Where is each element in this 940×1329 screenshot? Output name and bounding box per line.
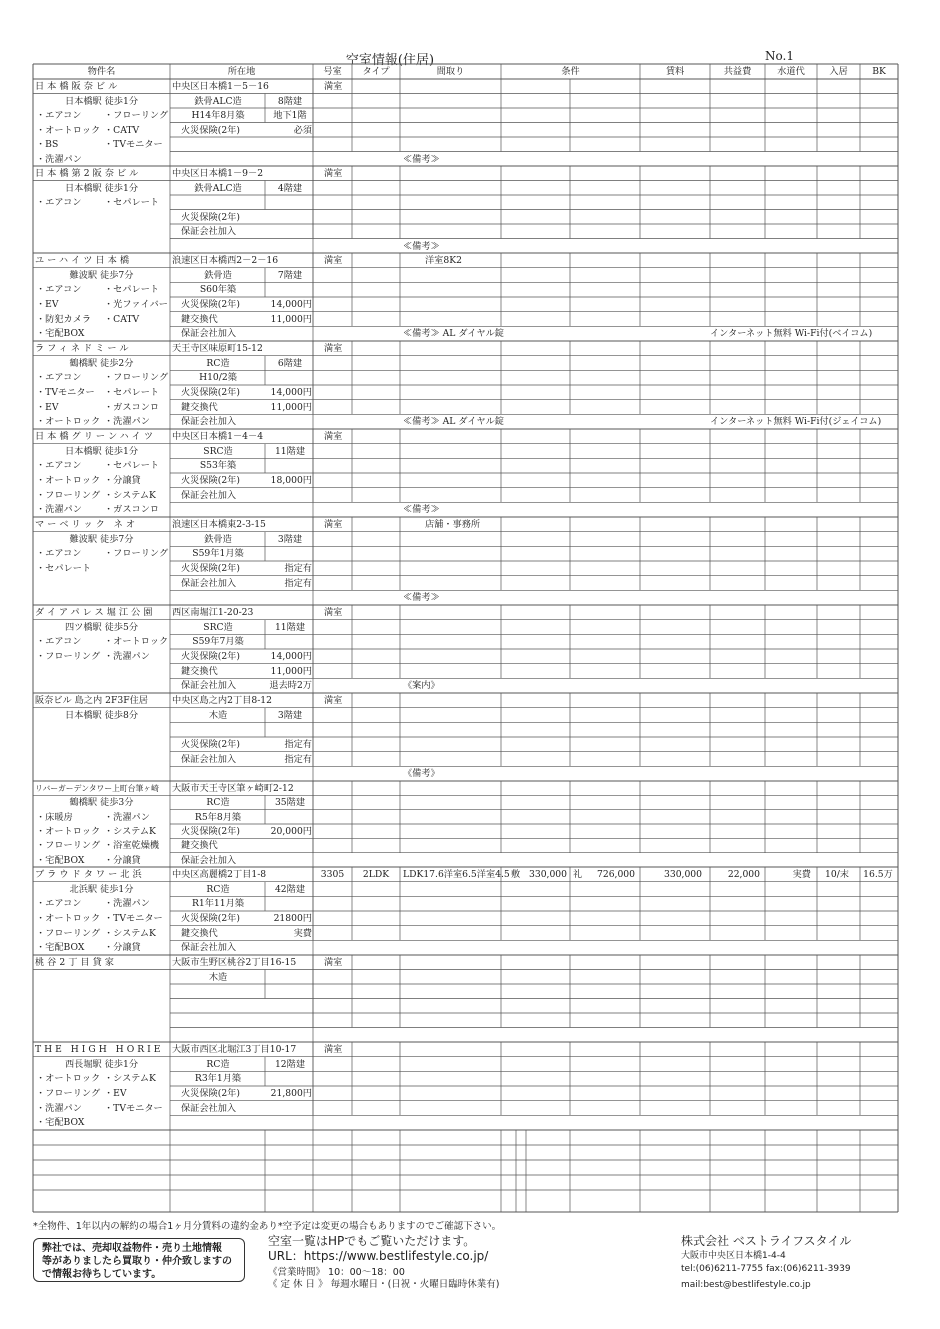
feature-item: ・オートロック xyxy=(36,416,101,428)
property-name: 桃谷2丁目貸家 xyxy=(35,957,117,968)
feature-item: ・CATV xyxy=(104,124,140,136)
feature-item: ・TVモニター xyxy=(36,387,95,398)
company-address: 大阪市中央区日本橋1-4-4 xyxy=(681,1251,786,1261)
feature-item: ・オートロック xyxy=(36,826,101,837)
floors: 8階建 xyxy=(277,95,303,107)
feature-item: ・オートロック xyxy=(36,1073,101,1085)
feature-item: ・フローリング xyxy=(36,840,101,852)
feature-item: ・フローリング xyxy=(104,548,169,560)
property-address: 中央区島之内2丁目8-12 xyxy=(172,695,272,706)
page-number: No.1 xyxy=(765,49,794,63)
guarantee-label: 保証会社加入 xyxy=(181,577,237,589)
key-exchange-label: 鍵交換代 xyxy=(181,313,218,325)
station-access: 四ツ橋駅 徒歩5分 xyxy=(64,621,139,633)
status-badge: 満室 xyxy=(324,255,343,266)
feature-item: ・システムK xyxy=(104,489,156,501)
station-access: 難波駅 徒歩7分 xyxy=(69,533,134,545)
remark-label: 《備考》 xyxy=(403,768,440,780)
feature-item: ・オートロック xyxy=(36,913,101,924)
feature-item: ・TVモニター xyxy=(104,139,163,150)
built-date: R1年11月築 xyxy=(191,898,245,910)
company-name: 株式会社 ベストライフスタイル xyxy=(681,1234,852,1248)
structure: SRC造 xyxy=(203,445,233,457)
built-date: S59年7月築 xyxy=(192,636,244,648)
structure: SRC造 xyxy=(203,621,233,633)
guarantee-label: 保証会社加入 xyxy=(181,328,237,340)
property-name: 日本橋第2阪奈ビル xyxy=(35,168,142,179)
property-name: ブラウドタワー北浜 xyxy=(35,869,145,880)
feature-item: ・エアコン xyxy=(36,898,82,910)
guarantee-label: 保証会社加入 xyxy=(181,489,237,501)
guarantee-label: 保証会社加入 xyxy=(181,416,237,428)
footer-notice: *全物件、1年以内の解約の場合1ヶ月分賃料の違約金あり*空予定は変更の場合もありますのでご確認下さい。 xyxy=(33,1221,502,1232)
insurance-value: 21800円 xyxy=(273,913,312,924)
column-header: 賃料 xyxy=(665,66,685,77)
insurance-label: 火災保険(2年) xyxy=(181,475,240,486)
remark-label: ≪備考≫ xyxy=(403,504,440,516)
column-header: タイプ xyxy=(362,66,390,77)
feature-item: ・セパレート xyxy=(36,563,92,574)
company-phone: tel:(06)6211-7755 fax:(06)6211-3939 xyxy=(681,1264,851,1274)
built-date: S53年築 xyxy=(199,460,237,472)
property-address: 浪速区日本橋東2-3-15 xyxy=(172,519,266,530)
column-header: 物件名 xyxy=(87,66,116,77)
station-access: 鶴橋駅 徒歩3分 xyxy=(69,797,134,809)
guarantee-value: 指定有 xyxy=(284,577,312,589)
insurance-value: 14,000円 xyxy=(270,299,312,310)
feature-item: ・分譲貸 xyxy=(104,942,141,954)
feature-item: ・フローリング xyxy=(36,651,101,662)
feature-item: ・床暖房 xyxy=(36,811,73,823)
floors: 7階建 xyxy=(277,269,303,281)
built-date: R3年1月築 xyxy=(194,1073,242,1085)
feature-item: ・洗濯パン xyxy=(104,651,150,662)
room-layout: LDK17.6洋室6.5洋室4.5 xyxy=(403,869,510,880)
feature-item: ・洗濯パン xyxy=(104,898,150,910)
status-badge: 満室 xyxy=(324,1044,343,1055)
property-name: 日本橋グリーンハイツ xyxy=(35,431,157,442)
column-header: 入居 xyxy=(829,66,848,77)
column-header: 所在地 xyxy=(227,66,256,77)
common-fee-value: 22,000 xyxy=(727,869,760,880)
remark-label: ≪備考≫ xyxy=(403,592,440,604)
insurance-value: 指定有 xyxy=(284,563,312,574)
feature-item: ・エアコン xyxy=(36,372,82,384)
insurance-label: 火災保険(2年) xyxy=(181,651,240,662)
box-line: 等がありましたら買取り・仲介致しますの xyxy=(42,1256,232,1267)
feature-item: ・セパレート xyxy=(104,284,160,296)
feature-item: ・EV xyxy=(104,1088,127,1099)
key-exchange-label: 鍵交換代 xyxy=(181,927,218,939)
status-badge: 満室 xyxy=(324,81,343,92)
property-address: 大阪市西区北堀江3丁目10-17 xyxy=(172,1044,297,1055)
insurance-label: 火災保険(2年) xyxy=(181,739,240,750)
feature-item: ・フローリング xyxy=(36,1088,101,1099)
column-header: 共益費 xyxy=(723,66,752,77)
structure: 鉄骨造 xyxy=(204,533,232,545)
property-name: ダイアパレス堀江公園 xyxy=(35,607,156,618)
status-badge: 満室 xyxy=(324,431,343,442)
feature-item: ・エアコン xyxy=(36,110,82,121)
structure: RC造 xyxy=(206,883,230,895)
structure: 鉄骨ALC造 xyxy=(194,95,242,107)
list-hp-text: 空室一覧はHPでもご覧いただけます。 xyxy=(268,1234,476,1248)
feature-item: ・分譲貸 xyxy=(104,475,141,486)
built-date: H10/2築 xyxy=(199,372,237,384)
feature-item: ・洗濯パン xyxy=(36,504,82,516)
feature-item: ・システムK xyxy=(104,826,156,837)
structure: 鉄骨ALC造 xyxy=(194,182,242,194)
guarantee-value: 指定有 xyxy=(284,753,312,765)
status-badge: 満室 xyxy=(324,519,343,530)
remark-label: ≪備考≫ AL ダイヤル錠 xyxy=(403,416,504,428)
property-name: マーベリック ネオ xyxy=(35,519,139,530)
insurance-label: 火災保険(2年) xyxy=(181,826,240,837)
property-name: ラフィネドミール xyxy=(35,343,132,354)
floors: 3階建 xyxy=(277,533,303,545)
website-url[interactable]: URL：https://www.bestlifestyle.co.jp/ xyxy=(268,1249,489,1263)
feature-item: ・宅配BOX xyxy=(36,1117,85,1129)
feature-item: ・オートロック xyxy=(104,636,169,648)
station-access: 西長堀駅 徒歩1分 xyxy=(64,1058,139,1070)
structure: 木造 xyxy=(208,709,228,721)
box-line: で情報お待ちしています。 xyxy=(42,1269,162,1280)
column-header: 間取り xyxy=(436,66,465,77)
feature-item: ・EV xyxy=(36,401,59,413)
condition-key-money: 礼 xyxy=(573,869,583,880)
station-access: 日本橋駅 徒歩1分 xyxy=(64,182,139,194)
property-address: 中央区日本橋1－9－2 xyxy=(172,168,264,179)
column-header: 条件 xyxy=(561,66,580,77)
feature-item: ・宅配BOX xyxy=(36,328,85,340)
property-address: 大阪市生野区桃谷2丁目16-15 xyxy=(172,957,297,968)
bk-value: 16.5万 xyxy=(863,869,893,880)
guarantee-label: 保証会社加入 xyxy=(181,680,237,692)
key-exchange-label: 鍵交換代 xyxy=(181,665,218,677)
feature-item: ・TVモニター xyxy=(104,913,163,924)
guarantee-value: 退去時2万 xyxy=(269,680,312,692)
floors: 42階建 xyxy=(274,883,306,895)
box-line: 弊社では、売却収益物件・売り土地情報 xyxy=(42,1243,222,1254)
feature-item: ・フローリング xyxy=(36,927,101,939)
station-access: 鶴橋駅 徒歩2分 xyxy=(69,357,134,369)
internet-info: インターネット無料 Wi-Fi付(ベイコム) xyxy=(710,328,873,340)
room-layout: 洋室8K2 xyxy=(425,255,462,266)
feature-item: ・ガスコンロ xyxy=(104,401,160,413)
feature-item: ・洗濯パン xyxy=(36,1102,82,1114)
property-name: 日本橋阪奈ビル xyxy=(35,81,121,92)
insurance-label: 火災保険(2年) xyxy=(181,299,240,310)
remark-label: ≪備考≫ AL ダイヤル錠 xyxy=(403,328,504,340)
insurance-label: 火災保険(2年) xyxy=(181,1088,240,1099)
room-number: 3305 xyxy=(320,869,345,880)
guarantee-label: 保証会社加入 xyxy=(181,226,237,237)
move-in-value: 10/末 xyxy=(825,869,849,880)
column-header: 水道代 xyxy=(777,66,805,77)
property-name: リバーガーデンタワー上町台筆ヶ崎 xyxy=(35,784,159,793)
feature-item: ・フローリング xyxy=(104,372,169,384)
structure: 木造 xyxy=(208,971,228,983)
feature-item: ・エアコン xyxy=(36,197,82,208)
insurance-label: 火災保険(2年) xyxy=(181,387,240,398)
internet-info: インターネット無料 Wi-Fi付(ジェイコム) xyxy=(710,416,882,428)
key-exchange-value: 11,000円 xyxy=(270,401,312,413)
column-header: 号室 xyxy=(323,66,342,77)
floors: 4階建 xyxy=(277,182,303,194)
station-access: 北浜駅 徒歩1分 xyxy=(69,883,134,895)
property-address: 中央区日本橋1－5－16 xyxy=(172,81,269,92)
station-access: 日本橋駅 徒歩1分 xyxy=(64,95,139,107)
insurance-label: 火災保険(2年) xyxy=(181,211,240,223)
station-access: 難波駅 徒歩7分 xyxy=(69,269,134,281)
insurance-value: 指定有 xyxy=(284,739,312,750)
floors: 12階建 xyxy=(274,1058,306,1070)
key-exchange-value: 11,000円 xyxy=(270,665,312,677)
purchase-notice-box xyxy=(33,1238,245,1282)
insurance-label: 火災保険(2年) xyxy=(181,563,240,574)
floors: 3階建 xyxy=(277,709,303,721)
structure: RC造 xyxy=(206,1058,230,1070)
property-address: 大阪市天王寺区筆ヶ崎町2-12 xyxy=(172,783,294,794)
status-badge: 満室 xyxy=(324,607,343,618)
property-address: 天王寺区味原町15-12 xyxy=(172,343,263,354)
guarantee-label: 保証会社加入 xyxy=(181,854,237,866)
key-money-value: 726,000 xyxy=(597,869,635,880)
feature-item: ・オートロック xyxy=(36,124,101,136)
feature-item: ・オートロック xyxy=(36,475,101,486)
feature-item: ・システムK xyxy=(104,927,156,939)
feature-item: ・光ファイバー xyxy=(104,299,168,310)
guarantee-label: 保証会社加入 xyxy=(181,942,237,954)
property-address: 中央区日本橋1－4－4 xyxy=(172,431,264,442)
insurance-value: 20,000円 xyxy=(270,826,312,837)
key-exchange-label: 鍵交換代 xyxy=(181,840,218,852)
insurance-value: 14,000円 xyxy=(270,387,312,398)
property-address: 西区南堀江1-20-23 xyxy=(172,607,254,618)
feature-item: ・EV xyxy=(36,299,59,310)
guarantee-label: 保証会社加入 xyxy=(181,753,237,765)
built-date: S60年築 xyxy=(199,284,237,296)
remark-label: ≪備考≫ xyxy=(403,153,440,165)
feature-item: ・分譲貸 xyxy=(104,854,141,866)
feature-item: ・宅配BOX xyxy=(36,942,85,954)
feature-item: ・防犯カメラ xyxy=(36,313,92,325)
feature-item: ・宅配BOX xyxy=(36,854,85,866)
property-name: 阪奈ビル 島之内 2F3F住居 xyxy=(35,695,148,706)
status-badge: 満室 xyxy=(324,343,343,354)
insurance-label: 火災保険(2年) xyxy=(181,913,240,924)
holiday-text: 《 定 休 日 》 毎週水曜日・(日祝・火曜日臨時休業有) xyxy=(268,1279,500,1290)
business-hours: 《営業時間》 10：00～18：00 xyxy=(268,1267,405,1278)
page-title: 空室情報(住居) xyxy=(345,53,435,68)
feature-item: ・エアコン xyxy=(36,284,82,296)
floors: 6階建 xyxy=(277,357,303,369)
feature-item: ・エアコン xyxy=(36,548,82,560)
feature-item: ・システムK xyxy=(104,1073,156,1085)
built-date: H14年8月築 xyxy=(191,110,245,121)
feature-item: ・セパレート xyxy=(104,387,160,398)
property-name: ユーハイツ日本橋 xyxy=(35,255,133,266)
rent-value: 330,000 xyxy=(664,869,702,880)
insurance-value: 必須 xyxy=(293,124,312,136)
structure: RC造 xyxy=(206,797,230,809)
floors: 35階建 xyxy=(274,797,306,809)
key-exchange-value: 実費 xyxy=(293,927,312,939)
insurance-value: 14,000円 xyxy=(270,651,312,662)
remark-label: 《案内》 xyxy=(403,680,440,692)
feature-item: ・洗濯パン xyxy=(104,811,150,823)
station-access: 日本橋駅 徒歩1分 xyxy=(64,445,139,457)
feature-item: ・フローリング xyxy=(36,489,101,501)
room-type: 2LDK xyxy=(362,869,390,880)
structure: 鉄骨造 xyxy=(204,269,232,281)
company-email[interactable]: mail:best@bestlifestyle.co.jp xyxy=(681,1280,811,1290)
feature-item: ・洗濯パン xyxy=(36,153,82,165)
column-header: BK xyxy=(872,66,886,77)
feature-item: ・洗濯パン xyxy=(104,416,150,428)
insurance-value: 21,800円 xyxy=(270,1088,312,1099)
key-exchange-value: 11,000円 xyxy=(270,313,312,325)
remark-label: ≪備考≫ xyxy=(403,240,440,252)
structure: RC造 xyxy=(206,357,230,369)
insurance-label: 火災保険(2年) xyxy=(181,124,240,136)
feature-item: ・エアコン xyxy=(36,636,82,648)
built-date: S59年1月築 xyxy=(192,548,244,560)
guarantee-label: 保証会社加入 xyxy=(181,1102,237,1114)
insurance-value: 18,000円 xyxy=(270,475,312,486)
property-address: 浪速区日本橋西2－2－16 xyxy=(172,255,279,266)
feature-item: ・フローリング xyxy=(104,110,169,121)
status-badge: 満室 xyxy=(324,695,343,706)
floors: 11階建 xyxy=(274,621,306,633)
feature-item: ・TVモニター xyxy=(104,1102,163,1114)
status-badge: 満室 xyxy=(324,957,343,968)
feature-item: ・CATV xyxy=(104,313,140,325)
feature-item: ・BS xyxy=(36,139,59,150)
property-address: 中央区高麗橋2丁目1-8 xyxy=(172,869,267,880)
built-date: R5年8月築 xyxy=(194,811,242,823)
feature-item: ・セパレート xyxy=(104,460,160,472)
floors: 11階建 xyxy=(274,445,306,457)
feature-item: ・エアコン xyxy=(36,460,82,472)
room-layout: 店舗・事務所 xyxy=(425,519,481,530)
feature-item: ・セパレート xyxy=(104,197,160,208)
property-name: THE HIGH HORIE xyxy=(35,1044,164,1055)
water-fee-value: 実費 xyxy=(792,869,811,880)
deposit-value: 330,000 xyxy=(529,869,567,880)
status-badge: 満室 xyxy=(324,168,343,179)
station-access: 日本橋駅 徒歩8分 xyxy=(64,709,139,721)
feature-item: ・ガスコンロ xyxy=(104,504,160,516)
basement: 地下1階 xyxy=(273,110,307,121)
condition-deposit: 敷 xyxy=(511,869,521,880)
key-exchange-label: 鍵交換代 xyxy=(181,401,218,413)
feature-item: ・浴室乾燥機 xyxy=(104,840,160,852)
